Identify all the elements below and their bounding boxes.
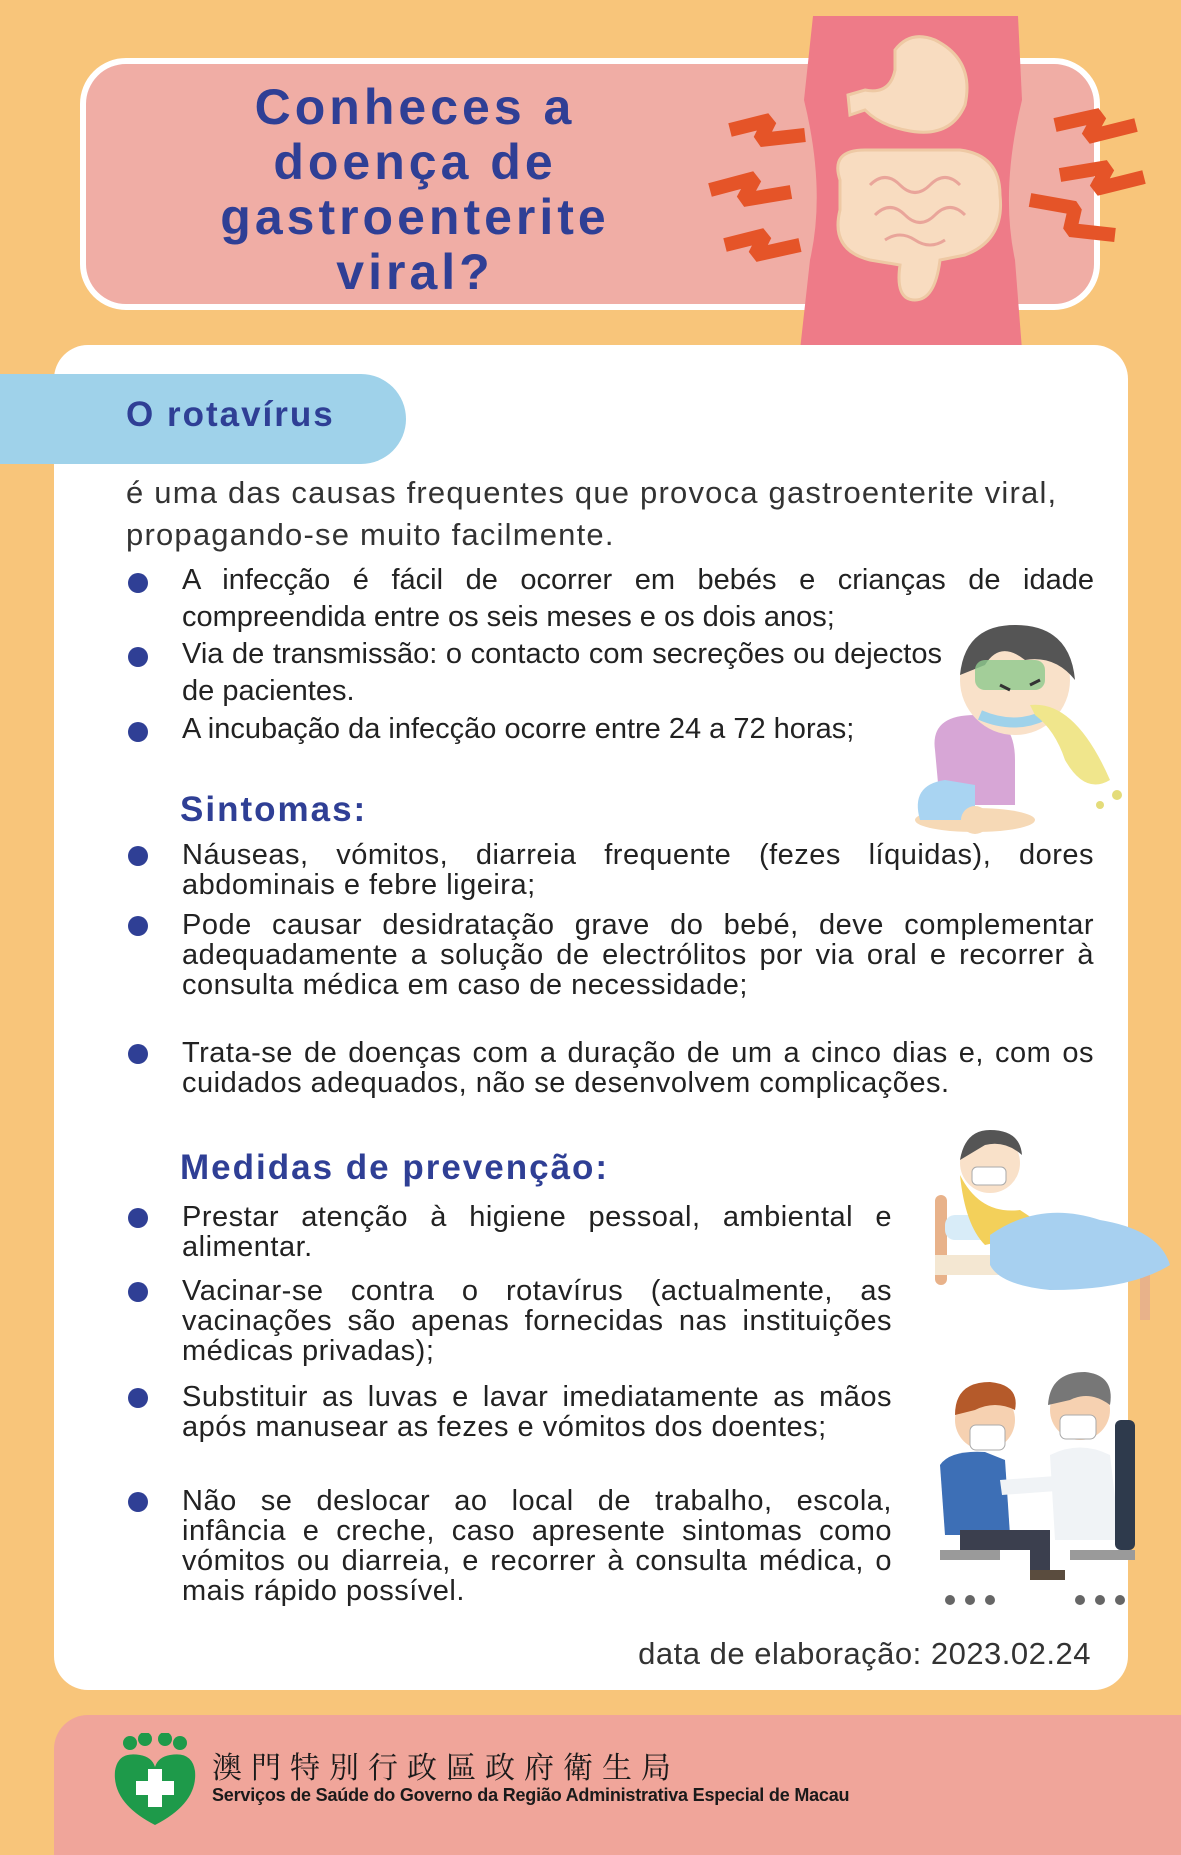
prevention-item: Vacinar-se contra o rotavírus (actualmente, as vacinações são apenas fornecidas nas instituições médicas privadas); <box>182 1275 892 1367</box>
symptom-item: Náuseas, vómitos, diarreia frequente (fezes líquidas), dores abdominais e febre ligeira; <box>182 839 1094 901</box>
symptoms-heading: Sintomas: <box>180 790 368 829</box>
bullet <box>128 1388 148 1408</box>
bullet <box>128 1208 148 1228</box>
fact-item: A infecção é fácil de ocorrer em bebés e crianças de idade compreendida entre os seis meses e os dois anos; <box>182 564 1094 633</box>
vomiting-baby-illustration <box>905 620 1130 835</box>
prevention-heading: Medidas de prevenção: <box>180 1148 610 1187</box>
organization-name-portuguese: Serviços de Saúde do Governo da Região Administrativa Especial de Macau <box>212 1785 850 1805</box>
bullet <box>128 1044 148 1064</box>
intro-text: é uma das causas frequentes que provoca gastroenterite viral, propagando-se muito facilmente. <box>126 475 1058 552</box>
fact-item: Via de transmissão: o contacto com secreções ou dejectos de pacientes. <box>182 638 942 707</box>
prevention-item: Substituir as luvas e lavar imediatamente as mãos após manusear as fezes e vómitos dos doentes; <box>182 1381 892 1443</box>
bullet <box>128 846 148 866</box>
bullet <box>128 916 148 936</box>
bullet <box>128 722 148 742</box>
fact-item: A incubação da infecção ocorre entre 24 a 72 horas; <box>182 713 855 745</box>
bullet <box>128 647 148 667</box>
organization-name-chinese: 澳門特別行政區政府衛生局 <box>212 1752 680 1785</box>
stomach-intestine-illustration <box>700 10 1160 350</box>
page-title: Conheces a doença de gastroenterite viral? <box>220 79 610 300</box>
prevention-item: Prestar atenção à higiene pessoal, ambiental e alimentar. <box>182 1201 892 1263</box>
bullet <box>128 1492 148 1512</box>
bullet <box>128 573 148 593</box>
section-tab-label: O rotavírus <box>126 395 335 434</box>
sick-child-in-bed-illustration <box>930 1115 1175 1330</box>
bullet <box>128 1282 148 1302</box>
health-bureau-logo <box>112 1733 198 1829</box>
doctor-patient-illustration <box>930 1360 1140 1610</box>
prevention-item: Não se deslocar ao local de trabalho, escola, infância e creche, caso apresente sintomas como vómitos ou diarreia, e recorrer à consulta médica, o mais rápido possível. <box>182 1485 892 1607</box>
date-text: data de elaboração: 2023.02.24 <box>638 1636 1091 1671</box>
symptom-item: Trata-se de doenças com a duração de um a cinco dias e, com os cuidados adequados, não se desenvolvem complicações. <box>182 1037 1094 1099</box>
symptom-item: Pode causar desidratação grave do bebé, deve complementar adequadamente a solução de electrólitos por via oral e recorrer à consulta médica em caso de necessidade; <box>182 909 1094 1001</box>
